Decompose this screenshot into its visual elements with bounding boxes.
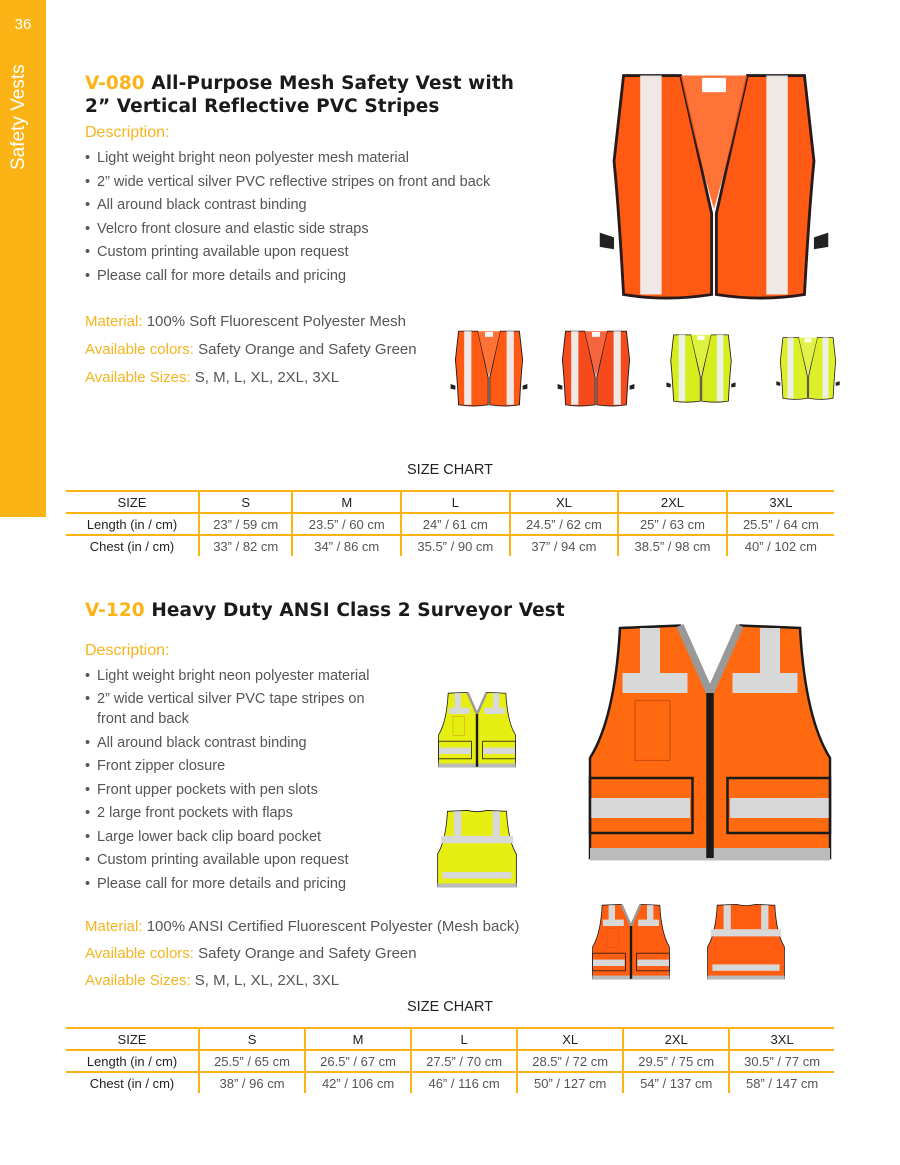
material-value: 100% ANSI Certified Fluorescent Polyester (Mesh back) xyxy=(146,918,520,935)
green-surveyor-vest-thumb-front xyxy=(436,690,518,770)
feature-item: • Custom printing available upon request xyxy=(85,849,375,873)
green-mesh-vest-thumb-back xyxy=(775,328,841,408)
orange-mesh-vest-thumb-front xyxy=(446,328,532,408)
material-label: Material: xyxy=(85,918,143,935)
product-code: V-080 xyxy=(85,73,145,94)
material-value: 100% Soft Fluorescent Polyester Mesh xyxy=(146,313,406,330)
orange-mesh-vest-image xyxy=(588,66,840,304)
material-spec xyxy=(85,918,519,935)
header-cell: 3XL xyxy=(729,1028,834,1050)
colors-value: Safety Orange and Safety Green xyxy=(198,341,417,358)
table-row xyxy=(66,1072,834,1093)
table-cell: 58” / 147 cm xyxy=(729,1072,834,1093)
feature-item: • Front zipper closure xyxy=(85,755,375,779)
header-cell: S xyxy=(199,1028,305,1050)
orange-surveyor-vest-image xyxy=(577,618,843,868)
material-spec xyxy=(85,313,406,330)
product-code: V-120 xyxy=(85,600,145,621)
table-cell: 25.5” / 64 cm xyxy=(727,513,834,535)
green-surveyor-vest-thumb-back xyxy=(436,808,518,890)
header-cell: SIZE xyxy=(66,1028,199,1050)
header-cell: M xyxy=(292,491,401,513)
table-cell: 54” / 137 cm xyxy=(623,1072,729,1093)
table-cell: 28.5” / 72 cm xyxy=(517,1050,623,1072)
size-chart-title: SIZE CHART xyxy=(407,462,493,478)
table-cell: 34” / 86 cm xyxy=(292,535,401,556)
row-label: Length (in / cm) xyxy=(66,1050,199,1072)
colors-label: Available colors: xyxy=(85,945,194,962)
orange-surveyor-vest-thumb-front xyxy=(590,902,672,982)
table-cell: 33” / 82 cm xyxy=(199,535,292,556)
header-cell: 2XL xyxy=(623,1028,729,1050)
feature-item: • Light weight bright neon polyester material xyxy=(85,665,375,689)
feature-item: • Please call for more details and pricing xyxy=(85,265,565,289)
description-label: Description: xyxy=(85,124,170,141)
table-cell: 23.5” / 60 cm xyxy=(292,513,401,535)
header-cell: SIZE xyxy=(66,491,199,513)
table-cell: 37” / 94 cm xyxy=(510,535,619,556)
feature-item: • Please call for more details and pricing xyxy=(85,873,375,897)
table-cell: 35.5” / 90 cm xyxy=(401,535,510,556)
feature-item: • All around black contrast binding xyxy=(85,194,565,218)
section-title: Safety Vests xyxy=(8,64,29,170)
colors-spec xyxy=(85,945,417,962)
colors-label: Available colors: xyxy=(85,341,194,358)
sizes-label: Available Sizes: xyxy=(85,972,191,989)
size-chart-title: SIZE CHART xyxy=(407,999,493,1015)
size-chart-table-v080 xyxy=(66,490,834,556)
sizes-value: S, M, L, XL, 2XL, 3XL xyxy=(194,369,340,386)
table-cell: 38” / 96 cm xyxy=(199,1072,305,1093)
table-cell: 25” / 63 cm xyxy=(618,513,727,535)
feature-item: • 2” wide vertical silver PVC tape stripes on front and back xyxy=(85,689,375,729)
table-header-row xyxy=(66,491,834,513)
page-number: 36 xyxy=(14,16,32,33)
feature-item: • Light weight bright neon polyester mesh material xyxy=(85,147,565,171)
product-title-line1: All-Purpose Mesh Safety Vest with xyxy=(151,73,515,94)
feature-item: • Large lower back clip board pocket xyxy=(85,826,375,850)
header-cell: S xyxy=(199,491,292,513)
table-cell: 23” / 59 cm xyxy=(199,513,292,535)
feature-list xyxy=(85,147,565,288)
orange-mesh-vest-thumb-back xyxy=(553,328,639,408)
header-cell: M xyxy=(305,1028,411,1050)
orange-surveyor-vest-thumb-back xyxy=(706,902,786,982)
row-label: Length (in / cm) xyxy=(66,513,199,535)
product-title-line1: Heavy Duty ANSI Class 2 Surveyor Vest xyxy=(151,600,565,621)
table-cell: 29.5” / 75 cm xyxy=(623,1050,729,1072)
header-cell: 2XL xyxy=(618,491,727,513)
table-cell: 30.5” / 77 cm xyxy=(729,1050,834,1072)
feature-item: • Custom printing available upon request xyxy=(85,241,565,265)
green-mesh-vest-thumb-front xyxy=(665,328,737,408)
table-header-row xyxy=(66,1028,834,1050)
table-cell: 26.5” / 67 cm xyxy=(305,1050,411,1072)
product-title-v080 xyxy=(85,72,514,118)
table-cell: 40” / 102 cm xyxy=(727,535,834,556)
table-cell: 27.5” / 70 cm xyxy=(411,1050,517,1072)
header-cell: XL xyxy=(510,491,619,513)
product-title-line2: 2” Vertical Reflective PVC Stripes xyxy=(85,96,440,117)
sizes-value: S, M, L, XL, 2XL, 3XL xyxy=(194,972,340,989)
sizes-spec xyxy=(85,972,339,989)
table-cell: 38.5” / 98 cm xyxy=(618,535,727,556)
section-tab xyxy=(0,0,46,517)
table-cell: 24.5” / 62 cm xyxy=(510,513,619,535)
sizes-label: Available Sizes: xyxy=(85,369,191,386)
header-cell: L xyxy=(411,1028,517,1050)
colors-spec xyxy=(85,341,417,358)
table-row xyxy=(66,535,834,556)
feature-list xyxy=(85,665,375,896)
table-cell: 42” / 106 cm xyxy=(305,1072,411,1093)
feature-item: • 2” wide vertical silver PVC reflective stripes on front and back xyxy=(85,171,565,195)
header-cell: XL xyxy=(517,1028,623,1050)
header-cell: L xyxy=(401,491,510,513)
row-label: Chest (in / cm) xyxy=(66,535,199,556)
colors-value: Safety Orange and Safety Green xyxy=(198,945,417,962)
table-cell: 24” / 61 cm xyxy=(401,513,510,535)
sizes-spec xyxy=(85,369,339,386)
size-chart-table-v120 xyxy=(66,1027,834,1093)
table-row xyxy=(66,1050,834,1072)
header-cell: 3XL xyxy=(727,491,834,513)
feature-item: • Front upper pockets with pen slots xyxy=(85,779,375,803)
description-label: Description: xyxy=(85,642,170,659)
row-label: Chest (in / cm) xyxy=(66,1072,199,1093)
feature-item: • Velcro front closure and elastic side straps xyxy=(85,218,565,242)
feature-item: • All around black contrast binding xyxy=(85,732,375,756)
table-row xyxy=(66,513,834,535)
feature-item: • 2 large front pockets with flaps xyxy=(85,802,375,826)
material-label: Material: xyxy=(85,313,143,330)
table-cell: 50” / 127 cm xyxy=(517,1072,623,1093)
table-cell: 46” / 116 cm xyxy=(411,1072,517,1093)
product-title-v120 xyxy=(85,599,565,622)
table-cell: 25.5” / 65 cm xyxy=(199,1050,305,1072)
